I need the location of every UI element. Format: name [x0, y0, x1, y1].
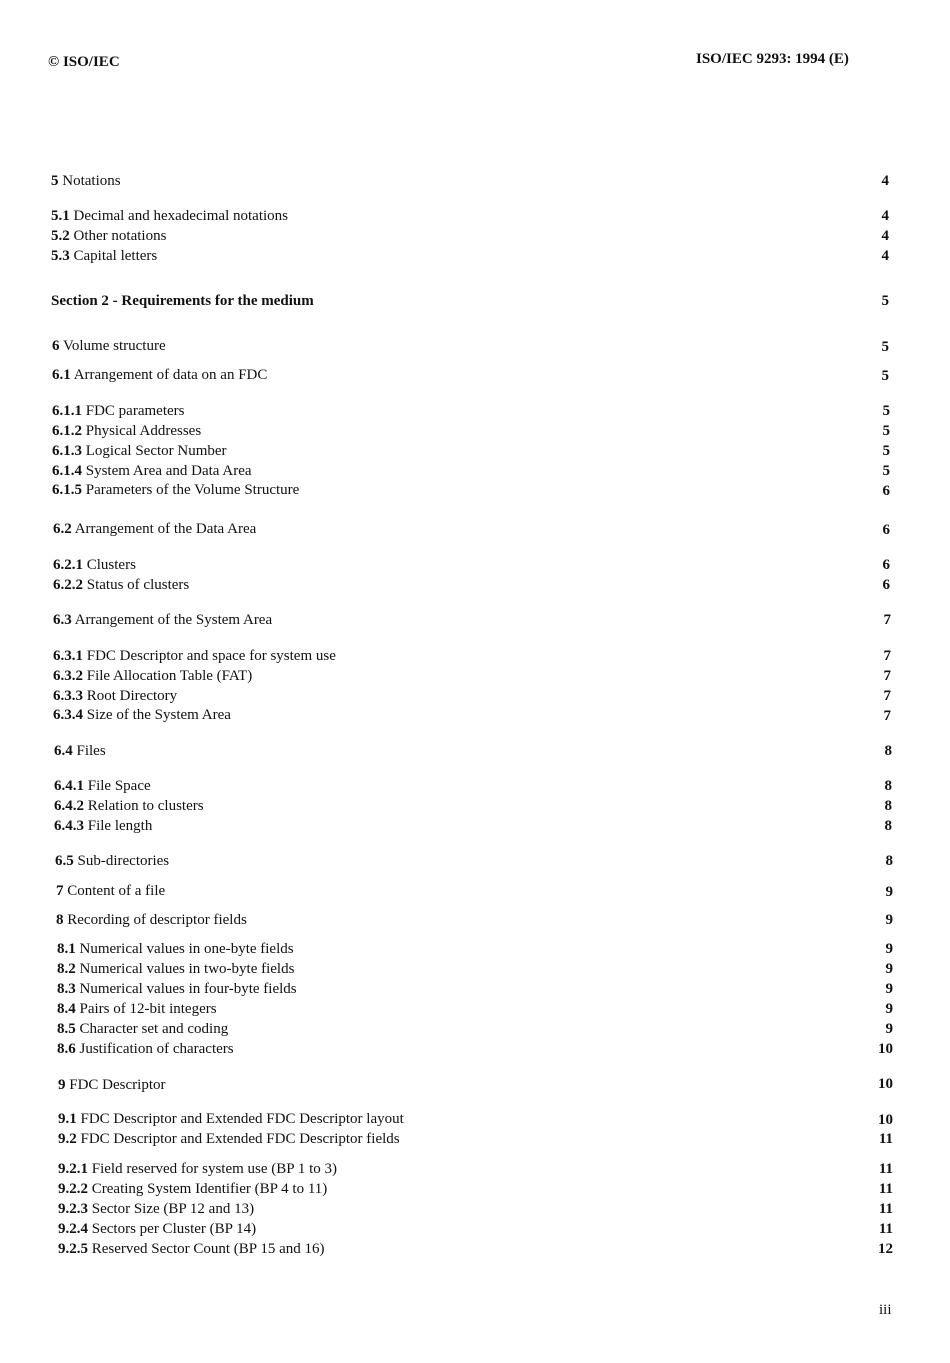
toc-entry	[52, 336, 166, 356]
toc-entry-page: 9	[885, 981, 893, 997]
toc-entry-page: 4	[881, 248, 889, 264]
toc-entry-title: Root Directory	[86, 688, 178, 704]
toc-entry-number: 9.2	[58, 1131, 77, 1147]
toc-entry-number: 8.5	[57, 1021, 76, 1037]
toc-entry-title: Clusters	[86, 557, 136, 573]
toc-entry-page: 8	[884, 778, 892, 794]
toc-entry-number: 6.1.2	[52, 423, 82, 439]
toc-entry	[58, 1129, 400, 1149]
toc-entry-title: Volume structure	[62, 338, 166, 354]
toc-entry-title: FDC Descriptor and space for system use	[86, 648, 336, 664]
toc-entry-title: FDC Descriptor and Extended FDC Descriptor layout	[80, 1111, 404, 1127]
toc-entry-page: 8	[884, 798, 892, 814]
toc-entry	[55, 851, 169, 871]
toc-entry-page: 11	[878, 1181, 893, 1197]
toc-entry-number: 8.3	[57, 981, 76, 997]
toc-entry-page: 7	[883, 668, 891, 684]
toc-entry-title: Creating System Identifier (BP 4 to 11)	[91, 1181, 328, 1197]
toc-entry	[53, 686, 177, 706]
toc-entry-title: Reserved Sector Count (BP 15 and 16)	[91, 1241, 325, 1257]
toc-entry-page: 9	[885, 961, 893, 977]
toc-entry-title: Numerical values in one-byte fields	[79, 941, 294, 957]
toc-entry	[53, 555, 136, 575]
toc-entry-page: 12	[878, 1241, 893, 1257]
toc-entry-number: 9	[58, 1077, 66, 1093]
toc-entry-title: Recording of descriptor fields	[67, 912, 247, 928]
toc-entry	[52, 421, 201, 441]
toc-entry-number: 6.5	[55, 853, 74, 869]
toc-entry-page: 9	[885, 884, 893, 900]
toc-entry	[51, 171, 121, 191]
toc-entry-page: 5	[881, 339, 889, 355]
toc-entry-title: File length	[87, 818, 153, 834]
toc-entry-page: 8	[884, 818, 892, 834]
toc-entry-number: 6	[52, 338, 60, 354]
toc-entry-title: Capital letters	[73, 248, 158, 264]
toc-entry-page: 4	[881, 208, 889, 224]
toc-entry-number: 5	[51, 173, 59, 189]
toc-entry-page: 7	[883, 612, 891, 628]
toc-entry	[51, 291, 314, 311]
toc-entry	[53, 666, 252, 686]
toc-entry-title: Pairs of 12-bit integers	[79, 1001, 217, 1017]
toc-entry-number: 9.2.2	[58, 1181, 88, 1197]
toc-entry-number: 6.1.1	[52, 403, 82, 419]
toc-entry	[58, 1199, 254, 1219]
toc-entry	[56, 881, 165, 901]
toc-entry-page: 5	[882, 423, 890, 439]
toc-entry-title: Sub-directories	[77, 853, 170, 869]
toc-entry-number: 6.4	[54, 743, 73, 759]
toc-entry-title: Logical Sector Number	[85, 443, 227, 459]
toc-entry-number: 9.2.5	[58, 1241, 88, 1257]
page-number: iii	[879, 1302, 892, 1318]
toc-entry-page: 5	[882, 463, 890, 479]
header-standard-id: ISO/IEC 9293: 1994 (E)	[696, 51, 849, 67]
toc-entry	[53, 705, 231, 725]
toc-entry-page: 11	[878, 1131, 893, 1147]
toc-entry-title: Physical Addresses	[85, 423, 202, 439]
toc-entry-number: 6.1.4	[52, 463, 82, 479]
toc-entry-page: 6	[882, 557, 890, 573]
toc-entry	[57, 979, 297, 999]
toc-entry	[58, 1239, 325, 1259]
toc-entry-number: 8.6	[57, 1041, 76, 1057]
toc-entry	[58, 1159, 337, 1179]
toc-entry-title: Sector Size (BP 12 and 13)	[91, 1201, 255, 1217]
toc-entry-number: 8.2	[57, 961, 76, 977]
toc-entry	[54, 796, 204, 816]
toc-entry-page: 4	[881, 173, 889, 189]
toc-entry-title: Character set and coding	[79, 1021, 229, 1037]
toc-entry	[54, 816, 152, 836]
toc-entry-number: 6.3.3	[53, 688, 83, 704]
toc-entry-title: Section 2 - Requirements for the medium	[51, 293, 314, 309]
toc-entry-number: 6.4.1	[54, 778, 84, 794]
toc-entry	[52, 401, 184, 421]
toc-entry-page: 8	[885, 853, 893, 869]
toc-entry-number: 6.2	[53, 521, 72, 537]
toc-entry-page: 7	[883, 708, 891, 724]
toc-entry-page: 5	[881, 293, 889, 309]
toc-entry-number: 7	[56, 883, 64, 899]
toc-entry-number: 8.4	[57, 1001, 76, 1017]
toc-entry-page: 10	[878, 1112, 893, 1128]
toc-entry	[58, 1109, 404, 1129]
toc-entry-number: 5.2	[51, 228, 70, 244]
toc-entry-page: 6	[882, 522, 890, 538]
toc-entry-page: 5	[882, 443, 890, 459]
toc-entry-page: 9	[885, 941, 893, 957]
toc-entry-number: 6.4.3	[54, 818, 84, 834]
toc-entry-title: Numerical values in two-byte fields	[79, 961, 295, 977]
header-copyright: © ISO/IEC	[48, 54, 120, 70]
toc-entry	[52, 461, 252, 481]
toc-entry	[52, 441, 227, 461]
toc-entry-page: 5	[882, 403, 890, 419]
toc-entry-number: 6.2.1	[53, 557, 83, 573]
toc-entry	[57, 959, 294, 979]
toc-entry-title: Size of the System Area	[86, 707, 231, 723]
toc-entry-title: Relation to clusters	[87, 798, 204, 814]
toc-entry-number: 8.1	[57, 941, 76, 957]
toc-entry-page: 9	[885, 1001, 893, 1017]
toc-entry	[58, 1075, 166, 1095]
toc-entry-page: 11	[878, 1201, 893, 1217]
toc-entry-title: Other notations	[73, 228, 167, 244]
toc-entry-title: FDC Descriptor	[69, 1077, 166, 1093]
toc-entry	[53, 519, 256, 539]
toc-entry-title: Numerical values in four-byte fields	[79, 981, 297, 997]
toc-entry-title: FDC parameters	[85, 403, 185, 419]
toc-entry-page: 8	[884, 743, 892, 759]
toc-entry-page: 11	[878, 1161, 893, 1177]
toc-entry	[57, 1019, 228, 1039]
toc-entry	[53, 646, 336, 666]
toc-entry-number: 6.1.3	[52, 443, 82, 459]
toc-entry-number: 6.3.2	[53, 668, 83, 684]
toc-entry	[53, 610, 272, 630]
toc-entry-title: File Allocation Table (FAT)	[86, 668, 253, 684]
toc-entry-page: 5	[881, 368, 889, 384]
toc-entry-title: Sectors per Cluster (BP 14)	[91, 1221, 257, 1237]
toc-entry	[51, 246, 157, 266]
toc-entry-page: 6	[882, 483, 890, 499]
toc-entry-page: 4	[881, 228, 889, 244]
toc-entry-title: FDC Descriptor and Extended FDC Descriptor fields	[80, 1131, 400, 1147]
toc-entry	[57, 939, 294, 959]
toc-entry-number: 6.2.2	[53, 577, 83, 593]
toc-entry	[52, 480, 299, 500]
toc-entry-page: 7	[883, 688, 891, 704]
toc-entry	[58, 1219, 256, 1239]
toc-entry-title: Arrangement of the System Area	[74, 612, 273, 628]
toc-entry-title: Parameters of the Volume Structure	[85, 482, 300, 498]
toc-entry-title: Content of a file	[67, 883, 166, 899]
toc-entry-number: 6.1	[52, 367, 71, 383]
toc-entry	[51, 206, 288, 226]
toc-entry-title: Status of clusters	[86, 577, 190, 593]
toc-entry-page: 9	[885, 912, 893, 928]
toc-entry	[56, 910, 247, 930]
toc-entry-page: 6	[882, 577, 890, 593]
toc-entry-number: 9.2.4	[58, 1221, 88, 1237]
toc-entry-number: 8	[56, 912, 64, 928]
toc-entry-title: Decimal and hexadecimal notations	[73, 208, 289, 224]
toc-entry-title: Field reserved for system use (BP 1 to 3)	[91, 1161, 337, 1177]
toc-entry-number: 6.3	[53, 612, 72, 628]
toc-entry-number: 9.2.3	[58, 1201, 88, 1217]
toc-entry-page: 11	[878, 1221, 893, 1237]
toc-entry-number: 6.3.1	[53, 648, 83, 664]
toc-entry	[52, 365, 267, 385]
toc-entry-title: File Space	[87, 778, 151, 794]
toc-entry-number: 5.1	[51, 208, 70, 224]
toc-entry-title: Justification of characters	[79, 1041, 234, 1057]
toc-entry-page: 10	[878, 1041, 893, 1057]
toc-entry-number: 6.3.4	[53, 707, 83, 723]
toc-entry-number: 6.4.2	[54, 798, 84, 814]
toc-entry-page: 10	[878, 1076, 893, 1092]
toc-entry-page: 9	[885, 1021, 893, 1037]
toc-entry	[51, 226, 166, 246]
toc-entry	[57, 999, 217, 1019]
toc-entry-title: System Area and Data Area	[85, 463, 252, 479]
toc-entry-number: 9.1	[58, 1111, 77, 1127]
toc-entry	[54, 776, 151, 796]
toc-entry-number: 5.3	[51, 248, 70, 264]
toc-entry-number: 6.1.5	[52, 482, 82, 498]
toc-entry-page: 7	[883, 648, 891, 664]
toc-entry	[58, 1179, 327, 1199]
toc-entry-number: 9.2.1	[58, 1161, 88, 1177]
toc-entry-title: Files	[76, 743, 106, 759]
toc-entry	[57, 1039, 234, 1059]
toc-entry	[54, 741, 106, 761]
toc-entry-title: Notations	[62, 173, 121, 189]
toc-entry-title: Arrangement of the Data Area	[74, 521, 257, 537]
toc-entry-title: Arrangement of data on an FDC	[73, 367, 268, 383]
toc-entry	[53, 575, 189, 595]
